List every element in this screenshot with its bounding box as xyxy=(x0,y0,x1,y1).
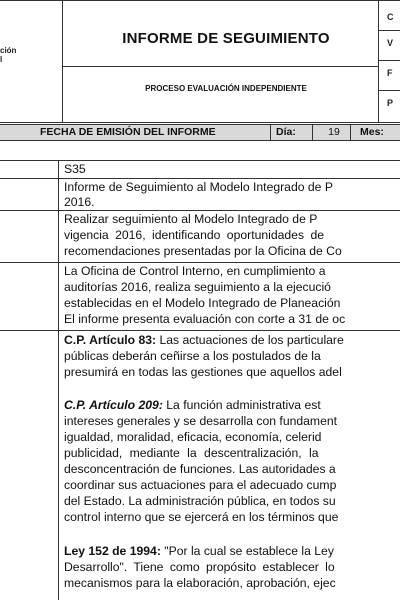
row-divider xyxy=(0,262,400,263)
legal-art209-line: del Estado. La administración pública, en todos su xyxy=(64,494,336,508)
scope-line: La Oficina de Control Interno, en cumplimiento a xyxy=(64,264,326,278)
process-subtitle: PROCESO EVALUACIÓN INDEPENDIENTE xyxy=(145,84,307,93)
objective-line: vigencia 2016, identificando oportunidades de xyxy=(64,228,324,242)
legal-ley152-line: mecanismos para la elaboración, aprobación, ejec xyxy=(64,576,336,590)
scope-line: El informe presenta evaluación con corte a 31 de oc xyxy=(64,312,346,326)
legal-ley152-line xyxy=(64,544,400,559)
report-name-line: Informe de Seguimiento al Modelo Integrado de P xyxy=(64,180,333,194)
legal-art209-line: control interno que se ejercerá en los términos que xyxy=(64,510,339,524)
legal-art209-line: desconcentración de funciones. Las autoridades a xyxy=(64,462,336,476)
scope-line: auditorías 2016, realiza seguimiento a la ejecució xyxy=(64,280,331,294)
legal-art209-line: publicidad, mediante la descentralización, la xyxy=(64,446,319,460)
logo-text-line1: ción xyxy=(0,46,17,55)
legal-art209-line: coordinar sus actuaciones para el adecuado cump xyxy=(64,478,337,492)
logo-text xyxy=(0,46,20,64)
header-page-label: P xyxy=(387,98,394,108)
legal-art83-label: C.P. Artículo 83: xyxy=(64,333,157,347)
row-divider xyxy=(0,178,400,179)
legal-art209-text: La función administrativa est xyxy=(162,398,321,412)
header-date-label: F xyxy=(387,68,393,78)
day-label: Día: xyxy=(276,126,296,138)
logo-text-line2: l xyxy=(0,55,3,64)
table-column-divider xyxy=(58,160,59,600)
legal-art83-text: Las actuaciones de los particulare xyxy=(156,333,344,347)
legal-ley152-line: Desarrollo". Tiene como propósito establecer lo xyxy=(64,560,335,574)
document-header xyxy=(0,0,400,123)
report-code: S35 xyxy=(64,162,86,176)
legal-art83-line xyxy=(64,333,400,348)
month-label: Mes: xyxy=(360,126,384,138)
legal-art83-line: presumirá en todas las gestiones que aquellos adel xyxy=(64,365,342,379)
legal-ley152-text: "Por la cual se establece la Ley xyxy=(160,544,334,558)
legal-art209-label: C.P. Artículo 209: xyxy=(64,398,163,412)
legal-art209-line: igualdad, moralidad, eficacia, economía, celerid xyxy=(64,430,322,444)
row-divider xyxy=(0,330,400,331)
objective-line: Realizar seguimiento al Modelo Integrado de P xyxy=(64,212,318,226)
emission-date-label: FECHA DE EMISIÓN DEL INFORME xyxy=(40,126,216,138)
legal-art83-line: públicas deberán ceñirse a los postulados de la xyxy=(64,349,321,363)
header-version-label: V xyxy=(387,38,394,48)
day-value: 19 xyxy=(328,126,340,138)
legal-ley152-label: Ley 152 de 1994: xyxy=(64,544,161,558)
legal-art209-line xyxy=(64,398,400,413)
report-name-line: 2016. xyxy=(64,195,95,209)
row-divider xyxy=(0,160,400,161)
scope-line: establecidas en el Modelo Integrado de Planeación xyxy=(64,296,341,310)
objective-line: recomendaciones presentadas por la Oficina de Co xyxy=(64,244,342,258)
page-title: INFORME DE SEGUIMIENTO xyxy=(122,30,330,47)
legal-art209-line: intereses generales y se desarrolla con fundament xyxy=(64,414,338,428)
header-code-label: C xyxy=(387,12,394,22)
